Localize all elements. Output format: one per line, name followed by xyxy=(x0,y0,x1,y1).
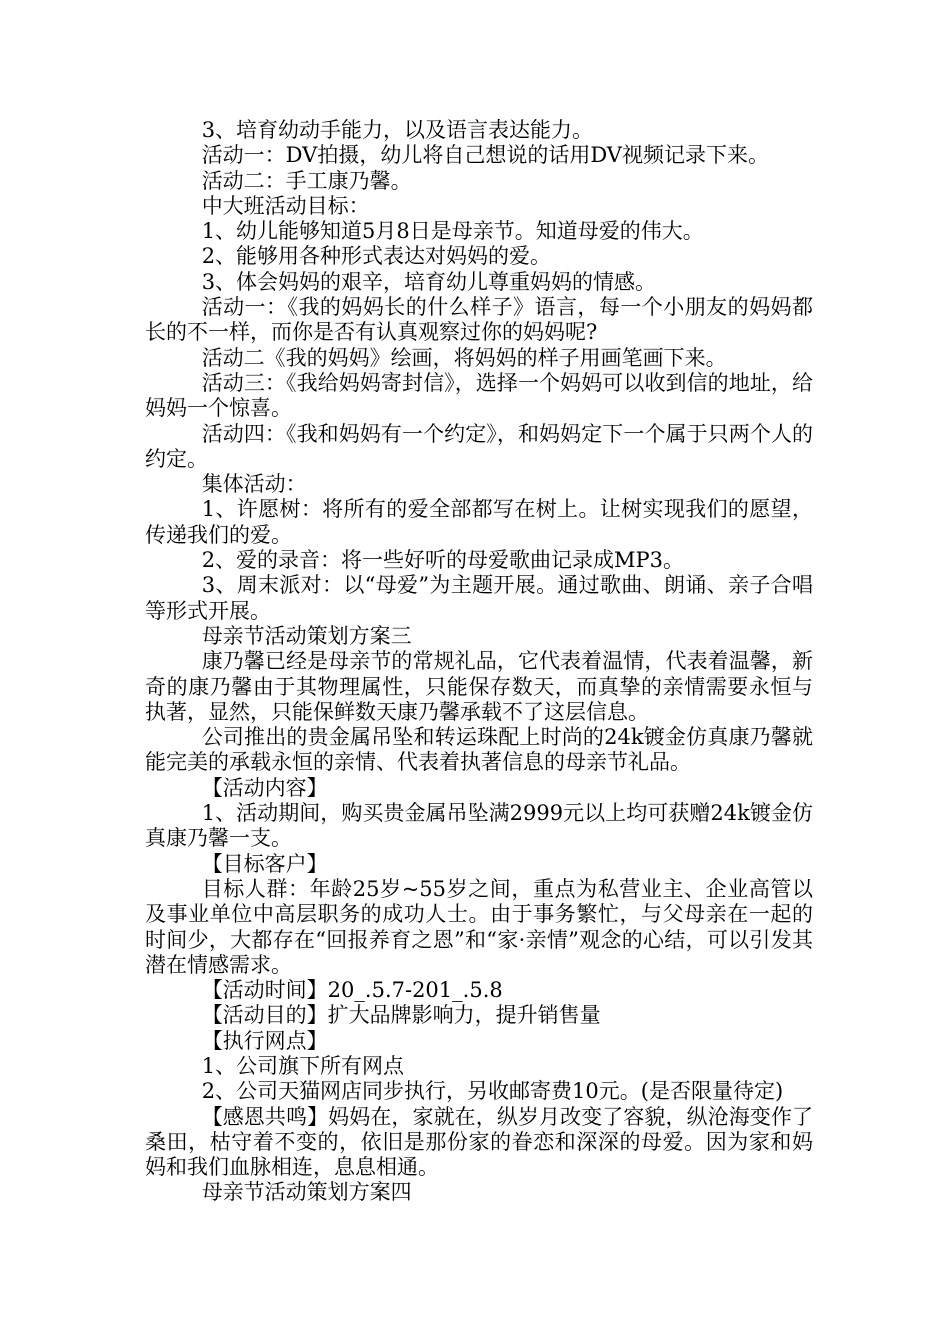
paragraph: 1、幼儿能够知道5月8日是母亲节。知道母爱的伟大。 xyxy=(201,219,704,244)
paragraph: 活动二：手工康乃馨。 xyxy=(201,168,412,193)
paragraph: 活动一：DV拍摄，幼儿将自己想说的话用DV视频记录下来。 xyxy=(201,143,769,168)
section-title: 母亲节活动策划方案四 xyxy=(201,1180,412,1205)
paragraph: 活动二《我的妈妈》绘画，将妈妈的样子用画笔画下来。 xyxy=(201,345,727,370)
paragraph: 3、体会妈妈的艰辛，培育幼儿尊重妈妈的情感。 xyxy=(201,269,657,294)
paragraph: 1、许愿树：将所有的爱全部都写在树上。让树实现我们的愿望，传递我们的爱。 xyxy=(145,497,813,547)
paragraph: 【活动时间】20_.5.7-201_.5.8 xyxy=(201,978,503,1003)
section-heading: 集体活动： xyxy=(201,472,307,497)
bracket-heading: 【目标客户】 xyxy=(201,851,328,876)
paragraph: 活动一：《我的妈妈长的什么样子》语言，每一个小朋友的妈妈都长的不一样，而你是否有认真观察过你的妈妈呢? xyxy=(145,295,813,345)
paragraph: 2、能够用各种形式表达对妈妈的爱。 xyxy=(201,244,552,269)
section-heading: 中大班活动目标： xyxy=(201,193,370,218)
bracket-heading: 【活动内容】 xyxy=(201,775,328,800)
paragraph: 2、爱的录音：将一些好听的母爱歌曲记录成MP3。 xyxy=(201,548,685,573)
paragraph: 活动四：《我和妈妈有一个约定》，和妈妈定下一个属于只两个人的约定。 xyxy=(145,421,813,471)
paragraph: 【感恩共鸣】妈妈在，家就在，纵岁月改变了容貌，纵沧海变作了桑田，枯守着不变的，依旧是那份家的眷恋和深深的母爱。因为家和妈妈和我们血脉相连，息息相通。 xyxy=(145,1104,813,1180)
paragraph: 3、周末派对：以“母爱”为主题开展。通过歌曲、朗诵、亲子合唱等形式开展。 xyxy=(145,573,813,623)
paragraph: 康乃馨已经是母亲节的常规礼品，它代表着温情，代表着温馨，新奇的康乃馨由于其物理属性，只能保存数天，而真挚的亲情需要永恒与执著，显然，只能保鲜数天康乃馨承载不了这层信息。 xyxy=(145,649,813,724)
paragraph: 公司推出的贵金属吊坠和转运珠配上时尚的24k镀金仿真康乃馨就能完美的承载永恒的亲情、代表着执著信息的母亲节礼品。 xyxy=(145,725,813,775)
document-body xyxy=(145,118,813,1206)
paragraph: 目标人群：年龄25岁~55岁之间，重点为私营业主、企业高管以及事业单位中高层职务的成功人士。由于事务繁忙，与父母亲在一起的时间少，大都存在“回报养育之恩”和“家·亲情”观念的心结，可以引发其潜在情感需求。 xyxy=(145,876,813,977)
paragraph: 2、公司天猫网店同步执行，另收邮寄费10元。(是否限量待定) xyxy=(201,1079,784,1104)
paragraph: 1、公司旗下所有网点 xyxy=(201,1053,405,1078)
paragraph: 3、培育幼动手能力，以及语言表达能力。 xyxy=(201,118,594,142)
bracket-heading: 【执行网点】 xyxy=(201,1028,328,1053)
paragraph: 活动三：《我给妈妈寄封信》，选择一个妈妈可以收到信的地址，给妈妈一个惊喜。 xyxy=(145,370,813,421)
paragraph: 【活动目的】扩大品牌影响力，提升销售量 xyxy=(201,1003,601,1028)
section-title: 母亲节活动策划方案三 xyxy=(201,623,412,648)
paragraph: 1、活动期间，购买贵金属吊坠满2999元以上均可获赠24k镀金仿真康乃馨一支。 xyxy=(145,801,813,851)
